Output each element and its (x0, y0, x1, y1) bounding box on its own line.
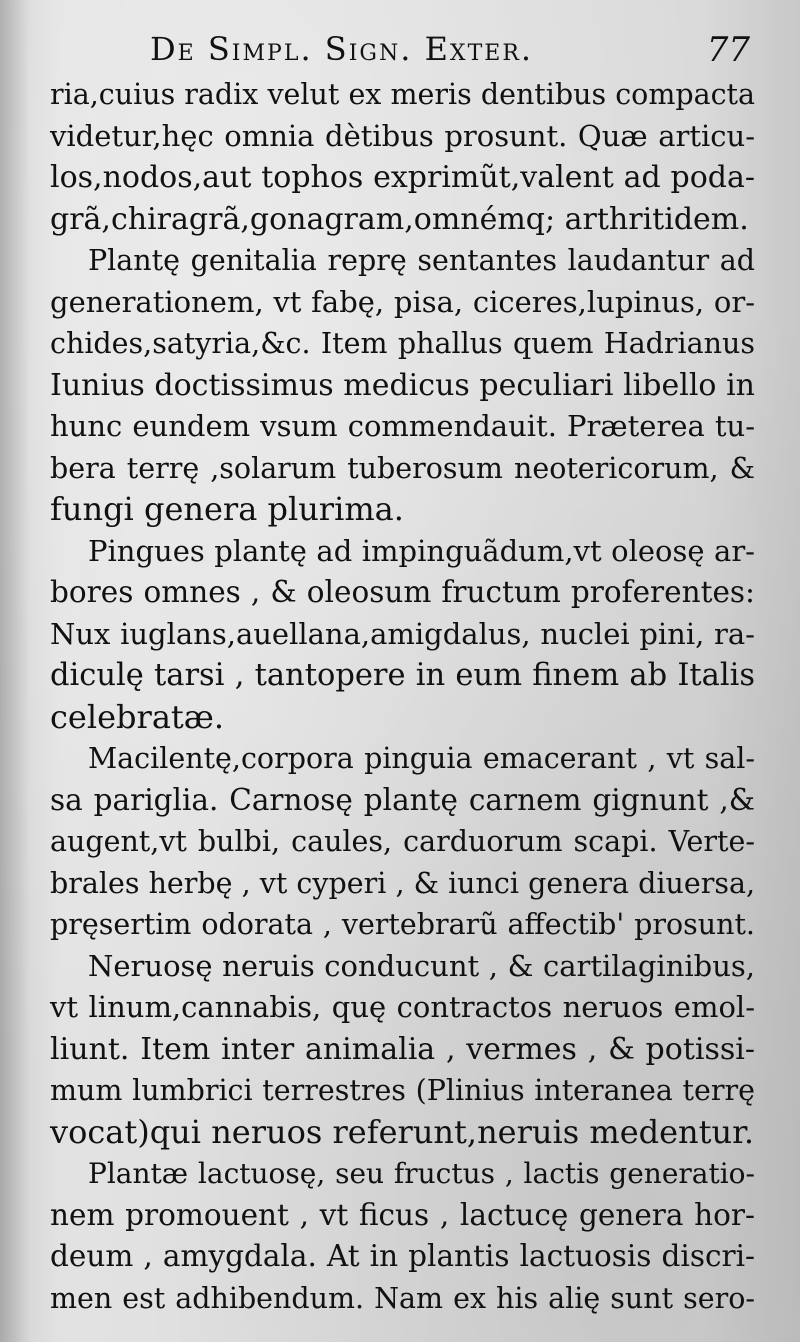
text-line: celebratæ. (50, 697, 224, 736)
text-line: vt linum,cannabis, quę contractos neruos emol- (50, 990, 755, 1024)
text-line: Macilentę,corpora pinguia emacerant , vt sal- (88, 742, 755, 775)
text-line: fungi genera plurima. (50, 490, 404, 528)
text-line: bera terrę ,solarum tuberosum neotericorum, & (50, 451, 755, 485)
text-line: men est adhibendum. Nam ex his alię sunt sero- (50, 1281, 755, 1315)
text-line: Plantæ lactuosę, seu fructus , lactis generatio- (88, 1157, 755, 1190)
running-head (150, 30, 750, 80)
text-line: vocat)qui neruos referunt,neruis medentur. (50, 1112, 755, 1151)
body-text (50, 74, 755, 1319)
text-line: augent,vt bulbi, caules, carduorum scapi. Verte- (50, 825, 755, 858)
text-line: sa pariglia. Carnosę plantę carnem gignunt ,& (50, 782, 755, 817)
text-line: hunc eundem vsum commendauit. Præterea tu- (50, 409, 755, 443)
text-line: Iunius doctissimus medicus peculiari libello in (50, 367, 755, 403)
text-line: videtur,hęc omnia dètibus prosunt. Quæ articu- (50, 118, 755, 153)
text-line: chides,satyria,&c. Item phallus quem Hadrianus (50, 327, 755, 360)
text-line: Nux iuglans,auellana,amigdalus, nuclei pini, ra- (50, 616, 755, 651)
text-line: grã,chiragrã,gonagram,omnémq; arthritidem. (50, 201, 749, 237)
text-line: los,nodos,aut tophos exprimũt,valent ad poda- (50, 160, 755, 195)
text-line: pręsertim odorata , vertebrarũ affectib' prosunt. (50, 908, 755, 941)
text-line: Neruosę neruis conducunt , & cartilaginibus, (88, 948, 755, 983)
text-line: ria,cuius radix velut ex meris dentibus compacta (50, 78, 755, 111)
page-number: 77 (706, 30, 750, 70)
text-line: bores omnes , & oleosum fructum proferentes: (50, 575, 755, 609)
text-line: liunt. Item inter animalia , vermes , & potissi- (50, 1031, 755, 1067)
running-head-title: De Simpl. Sign. Exter. (150, 30, 534, 68)
text-line: deum , amygdala. At in plantis lactuosis discri- (50, 1239, 755, 1273)
text-line: Pingues plantę ad impinguãdum,vt oleosę ar- (88, 533, 755, 568)
text-line: generationem, vt fabę, pisa, ciceres,lupinus, or- (50, 284, 755, 319)
text-line: Plantę genitalia reprę sentantes laudantur ad (88, 244, 755, 277)
text-line: nem promouent , vt ficus , lactucę genera hor- (50, 1197, 755, 1232)
page-gutter-shadow (0, 0, 30, 1342)
text-line: mum lumbrici terrestres (Plinius interanea terrę (50, 1074, 755, 1107)
text-line: brales herbę , vt cyperi , & iunci genera diuersa, (50, 866, 755, 900)
text-line: diculę tarsi , tantopere in eum finem ab Italis (50, 658, 755, 693)
